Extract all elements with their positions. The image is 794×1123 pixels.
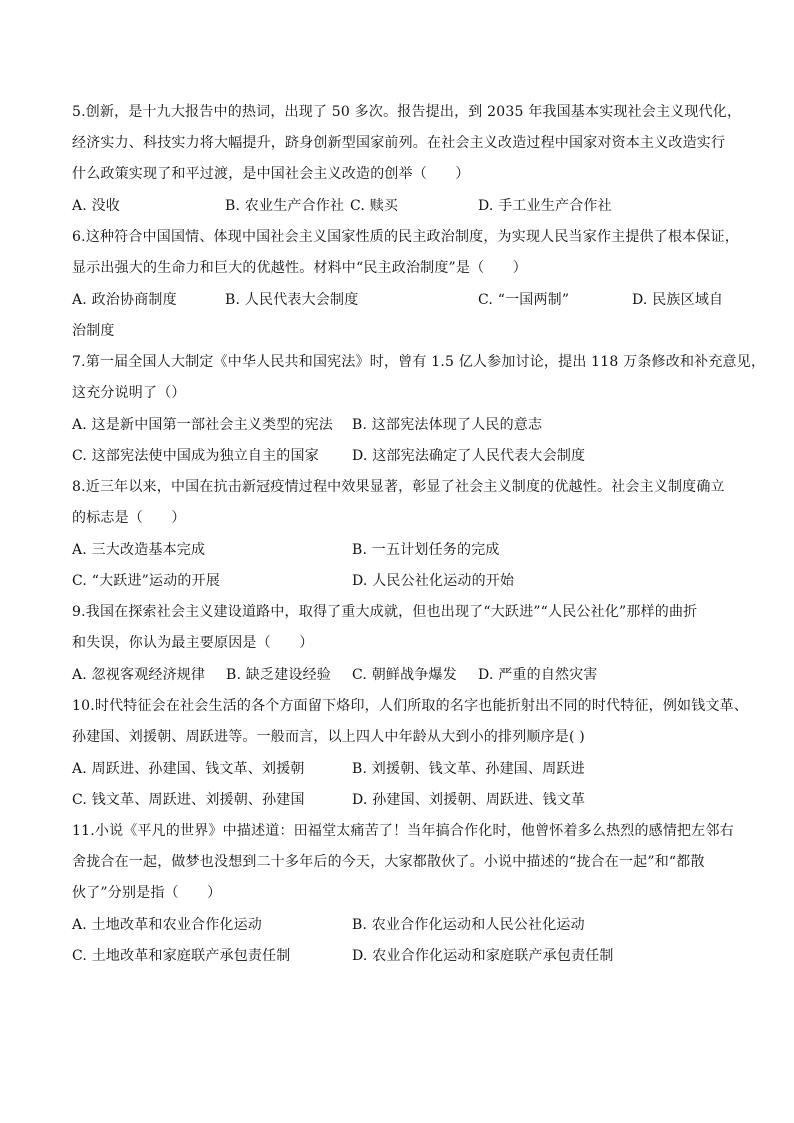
question-8-option-a[interactable]: A. 三大改造基本完成: [72, 542, 206, 558]
question-10-option-d[interactable]: D. 孙建国、刘援朝、周跃进、钱文革: [352, 792, 586, 808]
question-5-option-b[interactable]: B. 农业生产合作社: [225, 198, 345, 214]
question-5-stem-line-2: 经济实力、科技实力将大幅提升，跻身创新型国家前列。在社会主义改造过程中国家对资本主义改造实行: [72, 135, 726, 151]
question-7-option-c[interactable]: C. 这部宪法使中国成为独立自主的国家: [72, 448, 319, 464]
question-7-option-d[interactable]: D. 这部宪法确定了人民代表大会制度: [352, 448, 586, 464]
question-10-option-a[interactable]: A. 周跃进、孙建国、钱文革、刘援朝: [72, 761, 305, 777]
question-9-stem-line-1: 9.我国在探索社会主义建设道路中，取得了重大成就，但也出现了“大跃进”“人民公社化”那样的曲折: [72, 604, 698, 620]
question-8-option-c[interactable]: C. “大跃进”运动的开展: [72, 573, 221, 589]
question-9-stem-line-2: 和失误，你认为最主要原因是（ ）: [72, 635, 314, 651]
question-10-option-b[interactable]: B. 刘援朝、钱文革、孙建国、周跃进: [352, 761, 585, 777]
question-8-stem-line-1: 8.近三年以来，中国在抗击新冠疫情过程中效果显著，彰显了社会主义制度的优越性。社会主义制度确立: [72, 479, 725, 495]
question-10-stem-line-1: 10.时代特征会在社会生活的各个方面留下烙印，人们所取的名字也能折射出不同的时代特征，例如钱文革、: [72, 698, 749, 714]
question-6-option-a[interactable]: A. 政治协商制度: [72, 292, 177, 308]
question-10-option-c[interactable]: C. 钱文革、周跃进、刘援朝、孙建国: [72, 792, 305, 808]
question-6-option-d[interactable]: D. 民族区域自: [632, 292, 724, 308]
question-7-stem-line-1: 7.第一届全国人大制定《中华人民共和国宪法》时，曾有 1.5 亿人参加讨论，提出 118 万条修改和补充意见，: [72, 354, 766, 370]
question-7-option-a[interactable]: A. 这是新中国第一部社会主义类型的宪法: [72, 417, 334, 433]
question-7-option-b[interactable]: B. 这部宪法体现了人民的意志: [352, 417, 543, 433]
question-9-option-a[interactable]: A. 忽视客观经济规律: [72, 667, 206, 683]
question-11-option-c[interactable]: C. 土地改革和家庭联产承包责任制: [72, 948, 291, 964]
question-5-option-c[interactable]: C. 赎买: [350, 198, 399, 214]
question-6-option-b[interactable]: B. 人民代表大会制度: [225, 292, 359, 308]
question-5-stem-line-3: 什么政策实现了和平过渡，是中国社会主义改造的创举（ ）: [72, 166, 470, 182]
question-5-stem-line-1: 5.创新，是十九大报告中的热词，出现了 50 多次。报告提出，到 2035 年我国基本实现社会主义现代化，: [72, 104, 742, 120]
question-8-option-d[interactable]: D. 人民公社化运动的开始: [352, 573, 515, 589]
question-11-option-a[interactable]: A. 土地改革和农业合作化运动: [72, 917, 263, 933]
question-6-stem-line-1: 6.这种符合中国国情、体现中国社会主义国家性质的民主政治制度，为实现人民当家作主提供了根本保证，: [72, 229, 739, 245]
question-7-stem-line-2: 这充分说明了（）: [72, 385, 186, 401]
question-6-option-d-continued: 治制度: [72, 323, 115, 339]
question-11-option-b[interactable]: B. 农业合作化运动和人民公社化运动: [352, 917, 585, 933]
question-5-option-a[interactable]: A. 没收: [72, 198, 121, 214]
question-9-option-b[interactable]: B. 缺乏建设经验: [226, 667, 331, 683]
question-6-option-c[interactable]: C. “一国两制”: [478, 292, 570, 308]
question-9-option-d[interactable]: D. 严重的自然灾害: [478, 667, 598, 683]
question-10-stem-line-2: 孙建国、刘援朝、周跃进等。一般而言，以上四人中年龄从大到小的排列顺序是( ): [72, 729, 585, 745]
question-11-stem-line-3: 伙了”分别是指（ ）: [72, 885, 222, 901]
question-6-stem-line-2: 显示出强大的生命力和巨大的优越性。材料中“民主政治制度”是（ ）: [72, 260, 527, 276]
question-8-stem-line-2: 的标志是（ ）: [72, 510, 186, 526]
question-9-option-c[interactable]: C. 朝鲜战争爆发: [352, 667, 457, 683]
question-8-option-b[interactable]: B. 一五计划任务的完成: [352, 542, 500, 558]
question-11-stem-line-1: 11.小说《平凡的世界》中描述道：田福堂太痛苦了！当年搞合作化时，他曾怀着多么热烈的感情把左邻右: [72, 823, 734, 839]
question-11-option-d[interactable]: D. 农业合作化运动和家庭联产承包责任制: [352, 948, 614, 964]
question-5-option-d[interactable]: D. 手工业生产合作社: [478, 198, 612, 214]
question-11-stem-line-2: 舍拢合在一起，做梦也没想到二十多年后的今天，大家都散伙了。小说中描述的“拢合在一起”和“都散: [72, 854, 705, 870]
